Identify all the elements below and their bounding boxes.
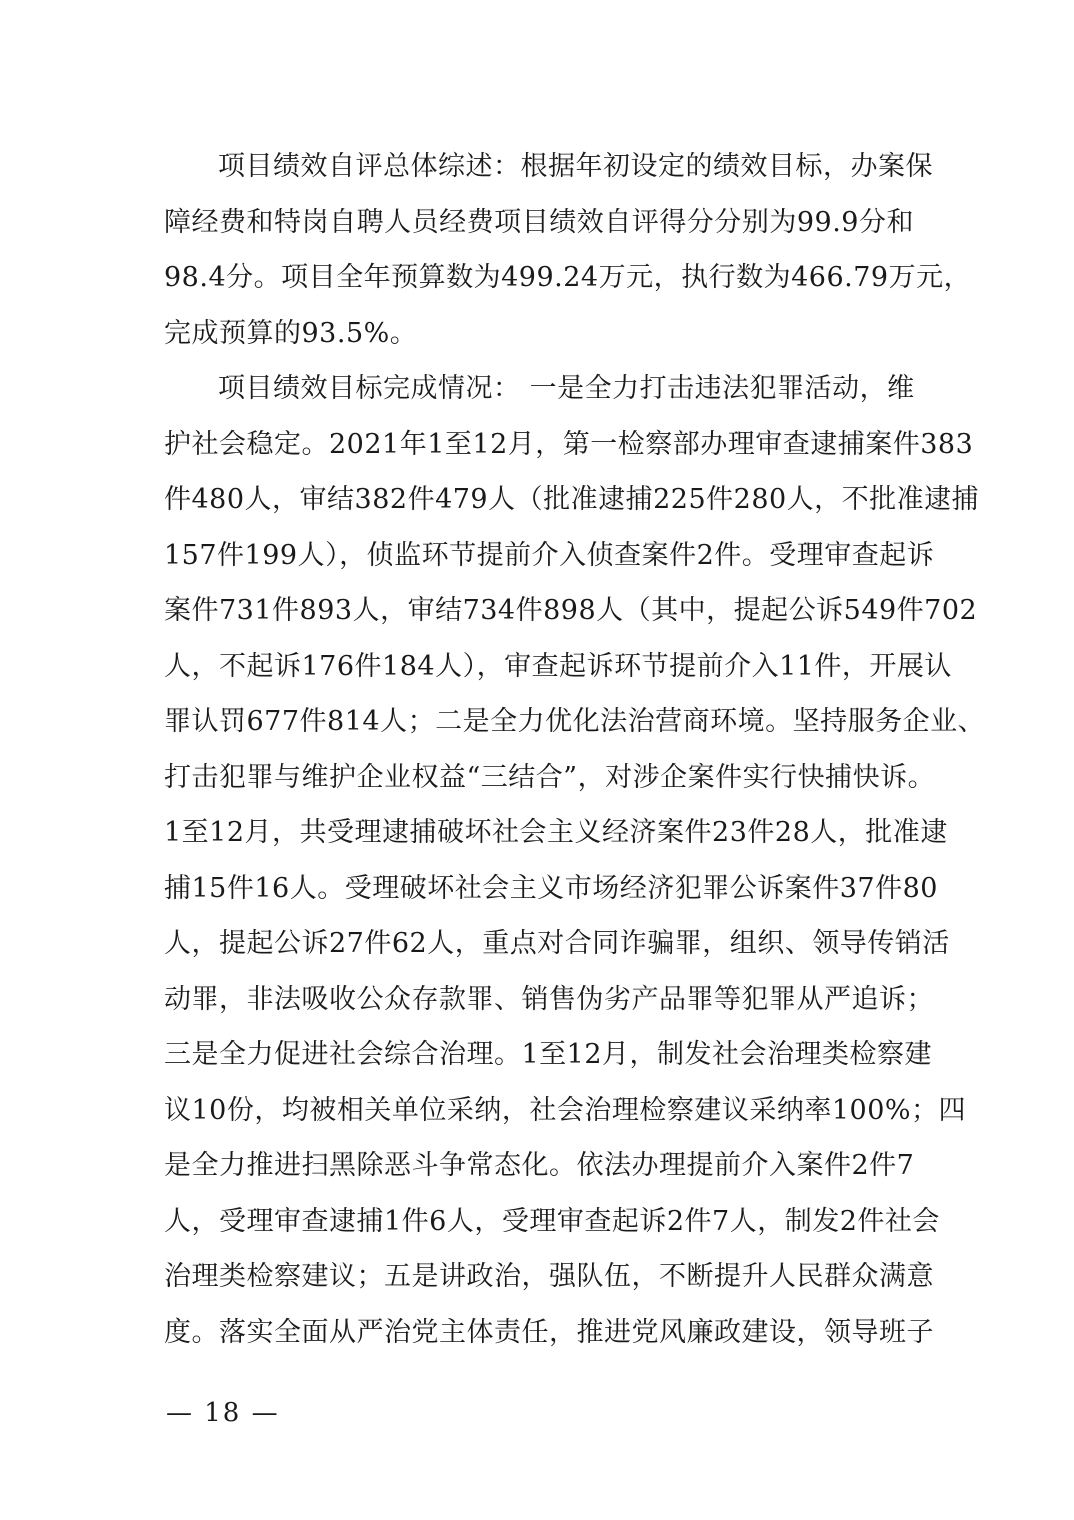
text-line: 治理类检察建议；五是讲政治，强队伍，不断提升人民群众满意 xyxy=(164,1261,934,1292)
text-line: 护社会稳定。2021年1至12月，第一检察部办理审查逮捕案件383 xyxy=(164,428,974,460)
text-line: 人，不起诉176件184人），审查起诉环节提前介入11件，开展认 xyxy=(164,650,952,682)
text-line: 人，受理审查逮捕1件6人，受理审查起诉2件7人，制发2件社会 xyxy=(164,1205,940,1237)
text-line: 人，提起公诉27件62人，重点对合同诈骗罪，组织、领导传销活 xyxy=(164,928,950,959)
text-line: 项目绩效目标完成情况： 一是全力打击违法犯罪活动，维 xyxy=(218,373,915,404)
text-line: 议10份，均被相关单位采纳，社会治理检察建议采纳率100%；四 xyxy=(164,1094,967,1126)
text-line: 度。落实全面从严治党主体责任，推进党风廉政建设，领导班子 xyxy=(164,1316,934,1348)
text-line: 项目绩效自评总体综述：根据年初设定的绩效目标，办案保 xyxy=(218,151,933,182)
text-line: 动罪，非法吸收公众存款罪、销售伪劣产品罪等犯罪从严追诉； xyxy=(164,983,934,1015)
text-line: 罪认罚677件814人；二是全力优化法治营商环境。坚持服务企业、 xyxy=(164,706,986,737)
document-body xyxy=(164,139,986,1360)
text-line: 是全力推进扫黑除恶斗争常态化。依法办理提前介入案件2件7 xyxy=(164,1150,915,1181)
text-line: 98.4分。项目全年预算数为499.24万元，执行数为466.79万元， xyxy=(164,262,972,293)
text-line: 三是全力促进社会综合治理。1至12月，制发社会治理类检察建 xyxy=(164,1039,933,1070)
paragraph-completion xyxy=(164,361,986,1360)
text-line: 件480人，审结382件479人（批准逮捕225件280人，不批准逮捕 xyxy=(164,484,980,515)
text-line: 1至12月，共受理逮捕破坏社会主义经济案件23件28人，批准逮 xyxy=(164,817,948,848)
text-line: 障经费和特岗自聘人员经费项目绩效自评得分分别为99.9分和 xyxy=(164,206,914,238)
text-line: 完成预算的93.5%。 xyxy=(164,317,418,349)
text-line: 案件731件893人，审结734件898人（其中，提起公诉549件702 xyxy=(164,595,978,626)
paragraph-summary xyxy=(164,139,972,361)
page-number: — 18 — xyxy=(166,1398,280,1428)
text-line: 捕15件16人。受理破坏社会主义市场经济犯罪公诉案件37件80 xyxy=(164,872,938,904)
text-line: 打击犯罪与维护企业权益“三结合”，对涉企案件实行快捕快诉。 xyxy=(164,761,936,793)
text-line: 157件199人），侦监环节提前介入侦查案件2件。受理审查起诉 xyxy=(164,539,935,571)
